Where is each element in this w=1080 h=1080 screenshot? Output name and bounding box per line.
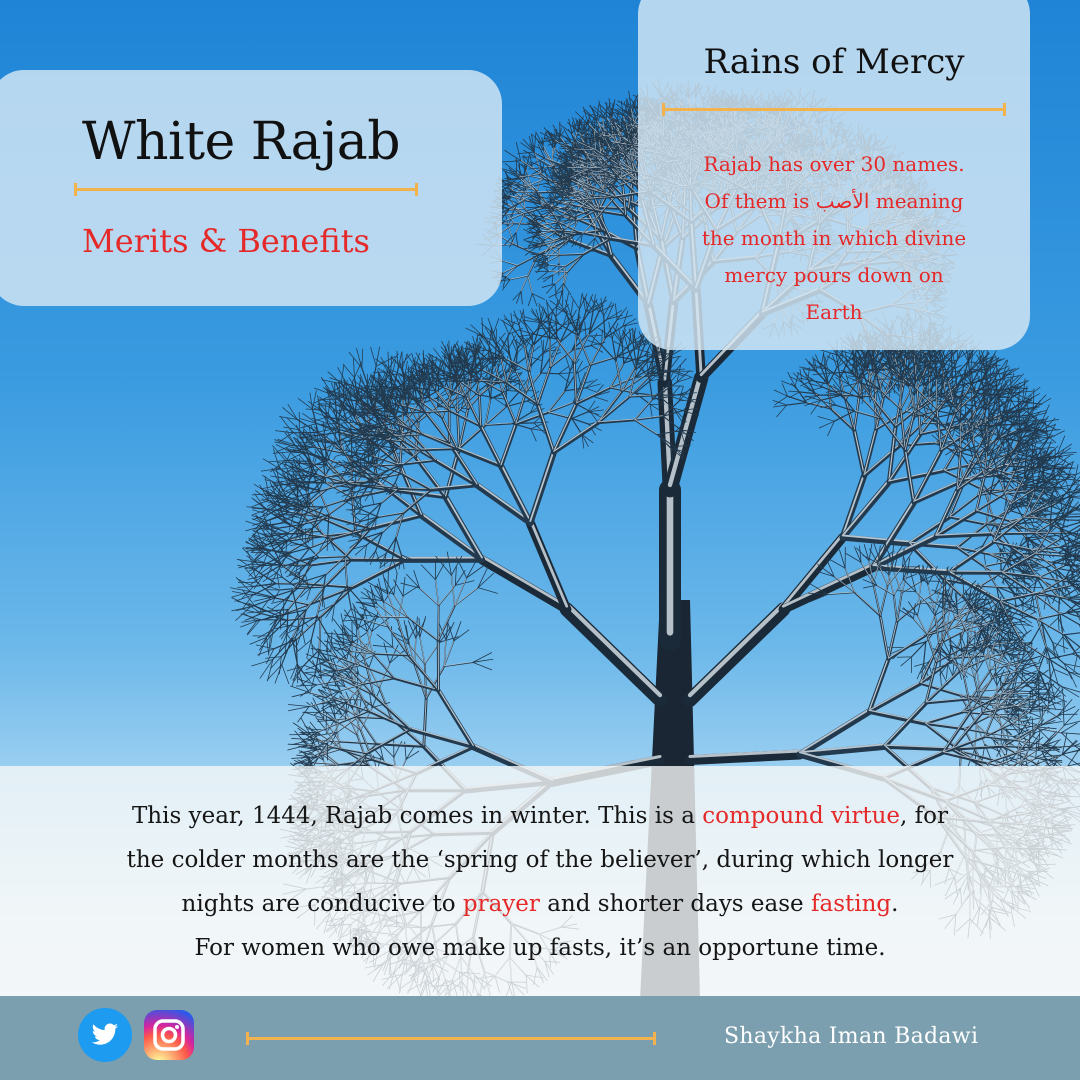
mercy-line-2-post: meaning: [869, 189, 964, 213]
instagram-icon[interactable]: [144, 1010, 194, 1060]
page-title: White Rajab: [82, 112, 401, 172]
mercy-line-2-pre: Of them is: [704, 189, 816, 213]
body-text: [20, 794, 1060, 970]
body-line-1-end: , for: [900, 803, 949, 829]
mercy-line-4: mercy pours down on: [724, 263, 944, 287]
footer-divider: [246, 1037, 656, 1040]
title-divider: [74, 188, 418, 191]
highlight-fasting: fasting: [810, 891, 892, 917]
body-line-3-end: .: [891, 891, 899, 917]
mercy-card-body: [668, 146, 1000, 331]
mercy-line-1: Rajab has over 30 names.: [703, 152, 965, 176]
arabic-word: الأصب: [815, 189, 870, 213]
mercy-card-title: Rains of Mercy: [703, 42, 965, 82]
author-signature: Shaykha Iman Badawi: [724, 1024, 979, 1049]
body-line-2: the colder months are the ‘spring of the believer’, during which longer: [126, 847, 954, 873]
body-line-3-text: nights are conducive to: [181, 891, 463, 917]
highlight-prayer: prayer: [462, 891, 540, 917]
body-line-4: For women who owe make up fasts, it’s an opportune time.: [194, 935, 886, 961]
mercy-line-2: [668, 183, 1000, 220]
highlight-compound-virtue: compound virtue: [702, 803, 901, 829]
body-line-3-mid: and shorter days ease: [539, 891, 811, 917]
twitter-icon[interactable]: [78, 1008, 132, 1062]
mercy-card-divider: [662, 108, 1006, 111]
page-subtitle: Merits & Benefits: [82, 222, 370, 260]
body-line-1-text: This year, 1444, Rajab comes in winter. This is a: [131, 803, 703, 829]
body-line-1: [20, 794, 1060, 838]
mercy-line-3: the month in which divine: [701, 226, 967, 250]
mercy-line-5: Earth: [805, 300, 863, 324]
body-line-3: [20, 882, 1060, 926]
